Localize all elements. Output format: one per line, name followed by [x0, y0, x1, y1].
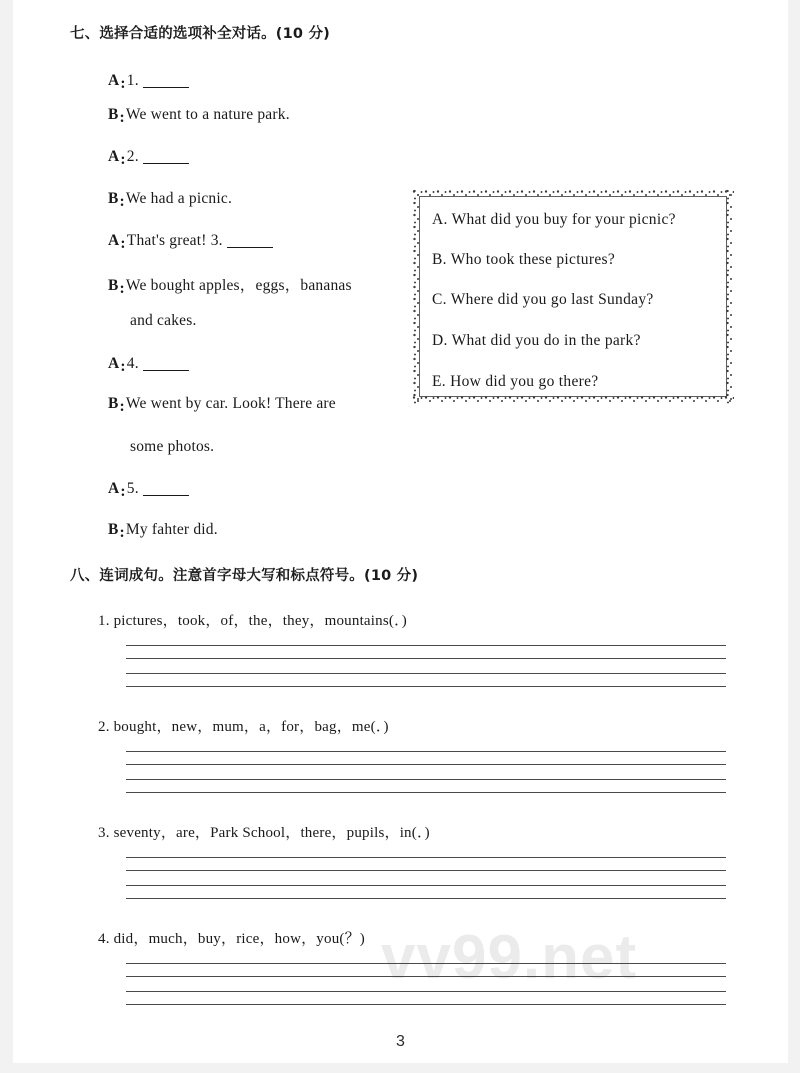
dialogue-text: We had a picnic. — [125, 190, 233, 207]
option-item-b[interactable]: B. Who took these pictures? — [432, 251, 616, 268]
option-item-a[interactable]: A. What did you buy for your picnic? — [432, 211, 676, 228]
answer-lines-3[interactable] — [126, 857, 726, 899]
site-watermark: vv99.net — [381, 923, 638, 992]
dialogue-text: and cakes. — [130, 312, 197, 329]
dialogue-text: We bought apples，eggs，bananas — [125, 277, 352, 294]
dialogue-continuation — [108, 312, 197, 330]
section-eight-heading: 八、连词成句。注意首字母大写和标点符号。(10 分) — [70, 568, 419, 584]
sentence-item-3: 3. seventy，are，Park School，there，pupils，in(．) — [98, 825, 430, 841]
dialogue-text: 2. — [126, 148, 139, 165]
answer-blank[interactable] — [143, 495, 189, 496]
answer-lines-4[interactable] — [126, 963, 726, 1005]
dialogue-line — [108, 72, 189, 90]
dialogue-colon: : — [120, 151, 126, 168]
dialogue-text: We went to a nature park. — [125, 106, 290, 123]
dialogue-colon: : — [119, 193, 125, 210]
dialogue-speaker: B — [108, 395, 119, 412]
answer-blank[interactable] — [227, 247, 273, 248]
option-item-c[interactable]: C. Where did you go last Sunday? — [432, 291, 654, 308]
dialogue-colon: : — [120, 75, 126, 92]
dialogue-text: My fahter did. — [125, 521, 218, 538]
answer-blank[interactable] — [143, 370, 189, 371]
dialogue-speaker: A — [108, 480, 120, 497]
dialogue-line — [108, 106, 290, 124]
dialogue-colon: : — [120, 235, 126, 252]
answer-line[interactable] — [126, 898, 726, 899]
sentence-item-4: 4. did，much，buy，rice，how，you(？) — [98, 931, 365, 947]
ornament-border-bottom-icon — [412, 395, 734, 404]
dialogue-line — [108, 148, 189, 166]
section-seven-heading: 七、选择合适的选项补全对话。(10 分) — [70, 26, 330, 42]
ornament-border-top-icon — [412, 189, 734, 198]
dialogue-line — [108, 355, 189, 373]
dialogue-text: 1. — [126, 72, 139, 89]
dialogue-speaker: B — [108, 190, 119, 207]
dialogue-colon: : — [119, 398, 125, 415]
dialogue-line — [108, 232, 273, 250]
dialogue-continuation — [108, 438, 214, 456]
dialogue-colon: : — [119, 109, 125, 126]
page-number: 3 — [396, 1033, 405, 1050]
dialogue-colon: : — [120, 358, 126, 375]
dialogue-speaker: A — [108, 355, 120, 372]
dialogue-line — [108, 190, 232, 208]
dialogue-speaker: A — [108, 72, 120, 89]
answer-lines-1[interactable] — [126, 645, 726, 687]
ornament-border-right-icon — [725, 189, 734, 404]
dialogue-text: some photos. — [130, 438, 215, 455]
answer-blank[interactable] — [143, 163, 189, 164]
dialogue-line — [108, 273, 352, 295]
dialogue-speaker: B — [108, 106, 119, 123]
dialogue-speaker: B — [108, 277, 119, 294]
answer-line[interactable] — [126, 686, 726, 687]
dialogue-colon: : — [120, 483, 126, 500]
dialogue-colon: : — [119, 524, 125, 541]
answer-lines-2[interactable] — [126, 751, 726, 793]
dialogue-line — [108, 395, 336, 413]
answer-blank[interactable] — [143, 87, 189, 88]
dialogue-speaker: B — [108, 521, 119, 538]
dialogue-line — [108, 480, 189, 498]
dialogue-text: 4. — [126, 355, 139, 372]
dialogue-line — [108, 521, 218, 539]
option-item-e[interactable]: E. How did you go there? — [432, 373, 599, 390]
dialogue-text: We went by car. Look! There are — [125, 395, 336, 412]
sentence-item-1: 1. pictures，took，of，the，they，mountains(．) — [98, 613, 407, 629]
option-item-d[interactable]: D. What did you do in the park? — [432, 332, 641, 349]
options-box — [412, 189, 734, 404]
ornament-border-left-icon — [412, 189, 421, 404]
answer-line[interactable] — [126, 1004, 726, 1005]
answer-line[interactable] — [126, 792, 726, 793]
dialogue-speaker: A — [108, 232, 120, 249]
paper-sheet — [13, 0, 788, 1063]
dialogue-speaker: A — [108, 148, 120, 165]
dialogue-text: 5. — [126, 480, 139, 497]
dialogue-text: That's great! 3. — [126, 232, 223, 249]
dialogue-colon: : — [119, 280, 125, 297]
sentence-item-2: 2. bought，new，mum，a，for，bag，me(．) — [98, 719, 389, 735]
